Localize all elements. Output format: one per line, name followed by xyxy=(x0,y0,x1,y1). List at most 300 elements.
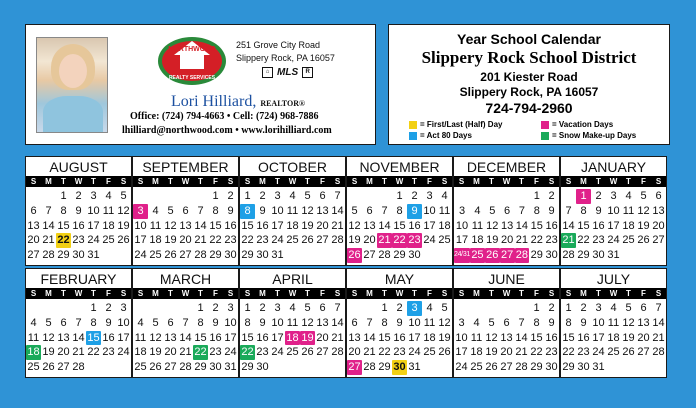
day-cell: 10 xyxy=(455,331,468,344)
day-cell: 25 xyxy=(27,361,40,374)
day-cell: 9 xyxy=(407,204,422,219)
day-cell: 28 xyxy=(331,234,344,247)
weekday-label: S xyxy=(137,177,144,186)
day-cell: 3 xyxy=(595,302,602,314)
day-cell: 13 xyxy=(316,316,329,329)
day-cell: 3 xyxy=(458,204,466,217)
day-cell: 11 xyxy=(423,316,436,329)
day-cell: 12 xyxy=(164,219,177,232)
weekday-label: T xyxy=(626,177,631,186)
day-cell: 22 xyxy=(530,234,543,247)
day-cell: 20 xyxy=(57,346,70,359)
day-cell: 14 xyxy=(562,219,575,232)
day-cell: 16 xyxy=(545,219,558,232)
weekday-label: F xyxy=(641,289,646,298)
day-cell xyxy=(71,301,86,316)
day-cell: 6 xyxy=(182,204,189,217)
weekday-label: S xyxy=(565,177,572,186)
day-cell: 6 xyxy=(640,302,647,314)
day-cell: 3 xyxy=(458,316,465,329)
day-cell: 18 xyxy=(423,331,436,344)
day-cell: 16 xyxy=(577,331,590,344)
day-cell: 21 xyxy=(72,346,85,359)
weekday-label: T xyxy=(168,177,173,186)
weekday-header xyxy=(240,176,345,187)
day-cell xyxy=(148,301,163,316)
agent-phones: Office: (724) 794-4663 • Cell: (724) 968-7886 xyxy=(130,111,319,122)
day-cell: 1 xyxy=(576,189,591,204)
day-cell: 3 xyxy=(274,190,281,202)
day-cell: 14 xyxy=(72,331,85,344)
day-cell: 31 xyxy=(271,249,284,262)
day-cell xyxy=(285,248,300,263)
day-cell xyxy=(514,301,529,316)
day-cell xyxy=(285,360,300,375)
weekday-label: T xyxy=(596,177,601,186)
day-cell: 26 xyxy=(637,234,650,247)
weekday-label: S xyxy=(351,289,358,298)
agent-title: REALTOR® xyxy=(260,99,305,108)
weekday-label: M xyxy=(366,177,373,186)
day-cell xyxy=(422,360,437,375)
day-cell xyxy=(178,301,193,316)
day-cell: 16 xyxy=(209,331,222,344)
realtor-marks xyxy=(262,67,313,78)
day-cell: 28 xyxy=(562,249,575,262)
day-cell: 16 xyxy=(224,219,237,232)
day-cell: 8 xyxy=(240,204,255,219)
day-cell: 14 xyxy=(652,316,665,329)
day-cell: 2 xyxy=(595,190,602,202)
day-cell: 5 xyxy=(304,190,311,202)
month-december xyxy=(453,156,560,266)
day-cell xyxy=(116,360,131,375)
day-cell: 26 xyxy=(348,249,361,262)
month-name: MAY xyxy=(384,271,415,287)
day-cell: 28 xyxy=(515,361,528,374)
weekday-label: M xyxy=(45,289,52,298)
weekday-label: S xyxy=(351,177,358,186)
day-cell: 9 xyxy=(212,316,219,329)
day-cell: 9 xyxy=(548,204,555,217)
day-cell: 9 xyxy=(396,316,403,329)
day-cell: 22 xyxy=(87,346,100,359)
weekday-label: T xyxy=(61,177,66,186)
day-cell: 12 xyxy=(149,331,162,344)
day-cell: 12 xyxy=(486,219,499,232)
day-cell: 23 xyxy=(256,346,269,359)
day-cell: 2 xyxy=(105,302,112,314)
weekday-label: S xyxy=(227,177,234,186)
day-grid xyxy=(240,187,345,263)
day-cell: 11 xyxy=(438,204,451,217)
day-cell: 13 xyxy=(363,219,376,232)
day-cell: 25 xyxy=(286,234,299,247)
day-cell: 9 xyxy=(595,204,602,217)
weekday-label: T xyxy=(198,177,203,186)
day-grid xyxy=(347,299,452,375)
day-cell xyxy=(315,360,330,375)
office-address xyxy=(236,39,335,65)
day-cell: 21 xyxy=(363,346,376,359)
month-name: MARCH xyxy=(159,271,212,287)
day-cell: 2 xyxy=(259,302,266,314)
weekday-label: S xyxy=(441,289,448,298)
weekday-label: W xyxy=(288,289,297,298)
weekday-label: W xyxy=(395,177,404,186)
weekday-label: T xyxy=(519,177,524,186)
month-march xyxy=(132,268,239,378)
day-cell: 12 xyxy=(622,316,635,329)
day-cell: 16 xyxy=(545,331,558,344)
day-cell: 8 xyxy=(212,204,219,217)
day-cell: 1 xyxy=(197,302,204,314)
day-cell: 27 xyxy=(57,361,70,374)
day-cell: 7 xyxy=(75,316,82,329)
day-cell: 25 xyxy=(470,361,483,374)
day-cell: 8 xyxy=(580,204,587,217)
day-cell: 17 xyxy=(134,234,147,247)
address-line-1: 251 Grove City Road xyxy=(236,40,321,50)
day-cell: 17 xyxy=(117,331,130,344)
day-cell: 16 xyxy=(102,331,115,344)
day-cell xyxy=(41,189,56,204)
day-cell xyxy=(651,248,666,263)
day-grid xyxy=(240,299,345,375)
day-cell xyxy=(437,360,452,375)
day-grid xyxy=(454,299,559,375)
day-cell: 20 xyxy=(316,331,329,344)
day-cell: 7 xyxy=(366,316,373,329)
day-cell: 29 xyxy=(530,361,543,374)
day-cell: 26 xyxy=(164,249,177,262)
day-cell: 17 xyxy=(455,346,468,359)
weekday-label: M xyxy=(473,289,480,298)
weekday-label: T xyxy=(382,177,387,186)
day-cell: 7 xyxy=(518,316,525,329)
day-cell xyxy=(330,360,345,375)
day-grid xyxy=(133,299,238,375)
day-cell: 30 xyxy=(256,249,269,262)
day-cell: 8 xyxy=(244,316,251,329)
day-cell: 5 xyxy=(489,204,496,217)
day-cell: 22 xyxy=(393,234,406,247)
day-cell: 14 xyxy=(515,331,528,344)
weekday-label: F xyxy=(106,289,111,298)
day-cell: 20 xyxy=(363,234,376,247)
weekday-label: M xyxy=(473,177,480,186)
day-cell: 16 xyxy=(393,331,406,344)
day-cell xyxy=(347,189,362,204)
day-cell: 3 xyxy=(407,301,422,316)
weekday-label: S xyxy=(120,177,127,186)
weekday-label: F xyxy=(106,177,111,186)
day-cell: 13 xyxy=(348,331,361,344)
day-cell xyxy=(26,189,41,204)
day-cell: 7 xyxy=(197,204,204,217)
weekday-label: T xyxy=(91,289,96,298)
day-cell: 10 xyxy=(592,316,605,329)
day-cell: 3 xyxy=(610,190,617,202)
day-cell: 8 xyxy=(197,316,204,329)
day-cell: 18 xyxy=(286,331,299,344)
day-cell: 21 xyxy=(331,331,344,344)
day-cell: 13 xyxy=(316,204,329,217)
day-cell: 24 xyxy=(224,346,237,359)
day-cell: 17 xyxy=(607,219,620,232)
day-cell: 30 xyxy=(224,249,237,262)
legend-act80: = Act 80 Days xyxy=(409,131,472,140)
day-cell: 24 xyxy=(408,346,421,359)
weekday-label: M xyxy=(366,289,373,298)
day-cell: 27 xyxy=(363,249,376,262)
weekday-label: F xyxy=(427,177,432,186)
day-cell xyxy=(116,248,131,263)
day-cell: 27 xyxy=(348,361,361,374)
day-cell: 15 xyxy=(241,219,254,232)
day-cell: 14 xyxy=(331,316,344,329)
weekday-label: T xyxy=(275,177,280,186)
day-cell: 11 xyxy=(27,331,40,344)
day-cell xyxy=(485,189,500,204)
day-cell: 14 xyxy=(179,331,192,344)
day-cell xyxy=(469,301,484,316)
weekday-label: S xyxy=(334,289,341,298)
day-cell xyxy=(454,301,469,316)
day-cell: 19 xyxy=(622,331,635,344)
day-cell: 3 xyxy=(120,302,127,314)
day-cell: 6 xyxy=(167,316,174,329)
day-cell: 4 xyxy=(105,190,112,202)
day-cell: 13 xyxy=(164,331,177,344)
day-cell: 29 xyxy=(241,249,254,262)
weekday-label: T xyxy=(489,289,494,298)
day-cell: 26 xyxy=(42,361,55,374)
weekday-label: M xyxy=(259,177,266,186)
weekday-label: T xyxy=(519,289,524,298)
day-cell: 19 xyxy=(301,331,314,344)
day-cell: 15 xyxy=(87,331,100,344)
day-cell: 2 xyxy=(396,302,403,314)
month-april xyxy=(239,268,346,378)
day-cell: 2 xyxy=(580,302,587,314)
day-cell: 9 xyxy=(580,316,587,329)
day-cell: 16 xyxy=(256,219,269,232)
day-cell: 29 xyxy=(378,361,391,374)
day-cell: 1 xyxy=(244,190,251,202)
day-cell: 17 xyxy=(271,219,284,232)
weekday-label: F xyxy=(427,289,432,298)
day-cell xyxy=(133,301,148,316)
day-cell: 28 xyxy=(194,249,207,262)
weekday-label: T xyxy=(198,289,203,298)
day-cell: 2 xyxy=(212,302,219,314)
day-cell: 4 xyxy=(289,302,296,314)
day-cell: 2 xyxy=(548,302,555,314)
weekday-header xyxy=(454,176,559,187)
day-cell: 20 xyxy=(652,219,665,232)
day-cell: 10 xyxy=(87,204,100,217)
day-cell: 15 xyxy=(378,331,391,344)
day-cell: 10 xyxy=(423,204,436,217)
day-cell: 22 xyxy=(562,346,575,359)
weekday-label: T xyxy=(61,289,66,298)
day-cell: 14 xyxy=(363,331,376,344)
day-cell: 28 xyxy=(363,361,376,374)
day-cell: 27 xyxy=(652,234,665,247)
day-cell: 18 xyxy=(102,219,115,232)
day-cell: 17 xyxy=(423,219,436,232)
day-cell: 9 xyxy=(105,316,112,329)
day-cell: 28 xyxy=(179,361,192,374)
weekday-label: S xyxy=(441,177,448,186)
weekday-label: S xyxy=(227,289,234,298)
legend-swatch-blue xyxy=(409,132,417,140)
day-cell: 6 xyxy=(319,302,326,314)
day-cell: 9 xyxy=(75,204,82,217)
weekday-label: T xyxy=(596,289,601,298)
weekday-label: S xyxy=(120,289,127,298)
day-cell: 23 xyxy=(545,234,558,247)
day-cell: 23 xyxy=(256,234,269,247)
weekday-header xyxy=(561,176,666,187)
agent-photo xyxy=(36,37,108,133)
day-cell: 9 xyxy=(259,316,266,329)
district-name: Slippery Rock School District xyxy=(421,48,637,67)
day-cell: 6 xyxy=(503,316,510,329)
day-cell: 1 xyxy=(381,302,388,314)
day-cell xyxy=(621,248,636,263)
day-cell: 25 xyxy=(622,234,635,247)
day-cell xyxy=(315,248,330,263)
day-cell: 29 xyxy=(194,361,207,374)
day-cell: 27 xyxy=(164,361,177,374)
day-cell xyxy=(330,248,345,263)
day-cell: 13 xyxy=(652,204,665,217)
agent-card xyxy=(25,24,376,145)
day-cell: 1 xyxy=(212,190,219,202)
day-cell: 19 xyxy=(301,219,314,232)
month-name: JANUARY xyxy=(580,159,647,175)
day-cell xyxy=(300,248,315,263)
day-cell: 23 xyxy=(102,346,115,359)
weekday-label: F xyxy=(320,289,325,298)
day-cell: 6 xyxy=(655,190,662,202)
day-cell: 2 xyxy=(75,190,82,202)
day-cell: 22 xyxy=(577,234,590,247)
day-cell: 5 xyxy=(152,316,159,329)
day-cell: 29 xyxy=(393,249,406,262)
day-cell: 28 xyxy=(515,249,529,262)
day-cell: 23 xyxy=(209,346,222,359)
month-february xyxy=(25,268,132,378)
day-cell: 31 xyxy=(592,361,605,374)
day-cell: 26 xyxy=(301,234,314,247)
day-cell: 19 xyxy=(486,234,499,247)
day-cell: 22 xyxy=(209,234,222,247)
day-cell: 12 xyxy=(438,316,451,329)
day-cell: 13 xyxy=(500,219,514,232)
day-cell: 12 xyxy=(637,204,650,217)
weekday-label: T xyxy=(412,289,417,298)
day-cell: 25 xyxy=(134,361,147,374)
day-cell: 13 xyxy=(179,219,192,232)
weekday-label: M xyxy=(580,289,587,298)
weekday-label: F xyxy=(213,177,218,186)
day-cell: 4 xyxy=(474,204,481,217)
legend-first-last: = First/Last (Half) Day xyxy=(409,120,502,129)
day-cell: 15 xyxy=(393,219,406,232)
day-cell: 11 xyxy=(286,204,299,217)
day-cell: 29 xyxy=(209,249,222,262)
weekday-label: F xyxy=(534,177,539,186)
weekday-header xyxy=(26,288,131,299)
day-cell: 22 xyxy=(530,346,543,359)
legend-vacation: = Vacation Days xyxy=(541,120,613,129)
day-cell: 17 xyxy=(224,331,237,344)
day-cell: 31 xyxy=(607,249,620,262)
weekday-label: F xyxy=(213,289,218,298)
day-cell: 16 xyxy=(72,219,85,232)
day-cell: 20 xyxy=(637,331,650,344)
weekday-label: T xyxy=(91,177,96,186)
weekday-label: M xyxy=(152,177,159,186)
day-cell: 24/31 xyxy=(454,248,470,263)
weekday-label: F xyxy=(534,289,539,298)
month-may xyxy=(346,268,453,378)
day-cell: 10 xyxy=(271,316,284,329)
day-cell: 4 xyxy=(289,190,296,202)
day-cell: 22 xyxy=(194,346,207,359)
day-cell: 12 xyxy=(301,316,314,329)
day-cell: 25 xyxy=(471,249,484,262)
weekday-label: W xyxy=(74,177,83,186)
day-cell: 21 xyxy=(562,234,575,247)
day-cell xyxy=(515,189,530,204)
day-cell: 4 xyxy=(30,316,37,329)
day-cell: 19 xyxy=(438,331,451,344)
day-cell: 4 xyxy=(137,316,144,329)
day-cell: 24 xyxy=(423,234,436,247)
day-cell xyxy=(500,189,515,204)
day-cell: 23 xyxy=(592,234,605,247)
day-cell: 3 xyxy=(133,204,148,219)
day-cell xyxy=(101,248,116,263)
day-cell: 16 xyxy=(408,219,421,232)
month-september xyxy=(132,156,239,266)
day-cell: 13 xyxy=(57,331,70,344)
day-cell: 5 xyxy=(488,316,495,329)
day-cell xyxy=(26,301,41,316)
day-cell: 11 xyxy=(286,316,299,329)
month-june xyxy=(453,268,560,378)
weekday-header xyxy=(347,288,452,299)
weekday-label: W xyxy=(502,289,511,298)
day-cell: 12 xyxy=(485,331,498,344)
day-cell: 21 xyxy=(652,331,665,344)
weekday-label: T xyxy=(305,177,310,186)
day-cell: 5 xyxy=(441,302,448,314)
day-cell: 26 xyxy=(486,249,499,262)
month-name: JUNE xyxy=(488,271,525,287)
day-cell: 24 xyxy=(117,346,130,359)
day-cell: 6 xyxy=(351,316,358,329)
logo-text-bottom: REALTY SERVICES xyxy=(168,75,216,81)
day-cell: 6 xyxy=(504,204,511,217)
day-cell: 12 xyxy=(348,219,361,232)
day-cell: 27 xyxy=(500,249,514,262)
day-cell: 8 xyxy=(90,316,97,329)
